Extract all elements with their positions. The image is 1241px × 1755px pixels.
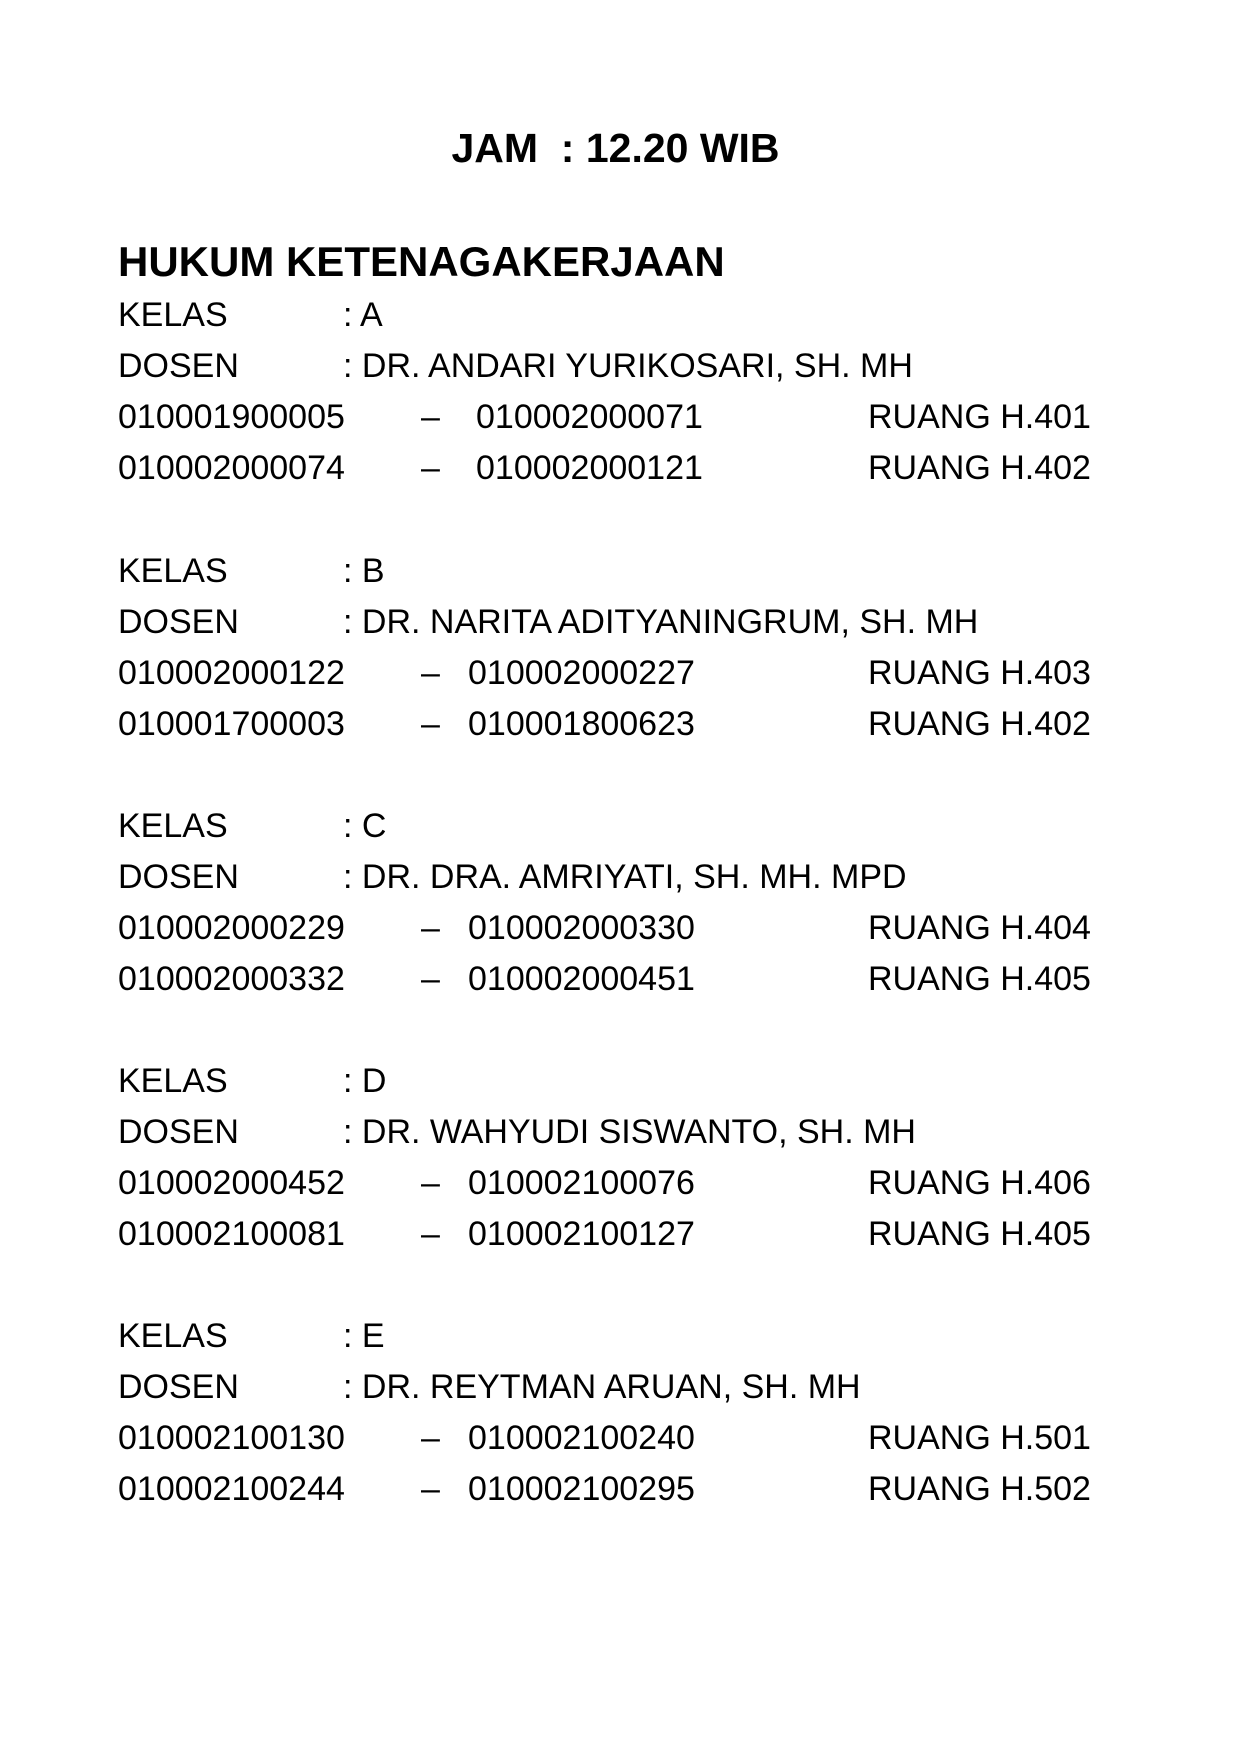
nim-range-start: 010002100130	[118, 1419, 345, 1457]
lecturer-line	[118, 597, 1128, 648]
class-label: KELAS	[118, 807, 228, 845]
room-row	[118, 392, 1128, 443]
nim-range-end: 010002100240	[468, 1419, 695, 1457]
range-dash: –	[421, 654, 440, 692]
range-dash: –	[421, 1470, 440, 1508]
lecturer-line	[118, 852, 1128, 903]
nim-range-start: 010002000122	[118, 654, 345, 692]
lecturer-value: : DR. REYTMAN ARUAN, SH. MH	[343, 1368, 861, 1406]
course-title: HUKUM KETENAGAKERJAAN	[118, 238, 725, 285]
range-dash: –	[421, 1215, 440, 1253]
range-dash: –	[421, 909, 440, 947]
room-row	[118, 1413, 1128, 1464]
room-row	[118, 954, 1128, 1005]
class-label: KELAS	[118, 296, 228, 334]
range-dash: –	[421, 449, 440, 487]
room-row	[118, 903, 1128, 954]
lecturer-line	[118, 1362, 1128, 1413]
nim-range-end: 010002100295	[468, 1470, 695, 1508]
nim-range-end: 010001800623	[468, 705, 695, 743]
room-label: RUANG H.404	[868, 909, 1091, 947]
lecturer-value: : DR. WAHYUDI SISWANTO, SH. MH	[343, 1113, 916, 1151]
range-dash: –	[421, 705, 440, 743]
nim-range-start: 010002000229	[118, 909, 345, 947]
room-label: RUANG H.406	[868, 1164, 1091, 1202]
lecturer-label: DOSEN	[118, 858, 239, 896]
nim-range-start: 010002000332	[118, 960, 345, 998]
lecturer-value: : DR. ANDARI YURIKOSARI, SH. MH	[343, 347, 913, 385]
range-dash: –	[421, 1419, 440, 1457]
room-label: RUANG H.405	[868, 960, 1091, 998]
class-block-a	[118, 290, 1128, 494]
room-label: RUANG H.501	[868, 1419, 1091, 1457]
class-label: KELAS	[118, 1062, 228, 1100]
room-row	[118, 1158, 1128, 1209]
range-dash: –	[421, 1164, 440, 1202]
room-label: RUANG H.405	[868, 1215, 1091, 1253]
class-value: : C	[343, 807, 387, 845]
nim-range-start: 010002100081	[118, 1215, 345, 1253]
nim-range-end: 010002000071	[476, 398, 703, 436]
room-label: RUANG H.502	[868, 1470, 1091, 1508]
room-row	[118, 443, 1128, 494]
class-block-d	[118, 1056, 1128, 1260]
lecturer-value: : DR. NARITA ADITYANINGRUM, SH. MH	[343, 603, 979, 641]
class-value: : A	[343, 296, 383, 334]
room-label: RUANG H.402	[868, 449, 1091, 487]
class-block-b	[118, 546, 1128, 750]
class-line	[118, 801, 1128, 852]
class-line	[118, 290, 1128, 341]
nim-range-end: 010002100127	[468, 1215, 695, 1253]
nim-range-end: 010002000330	[468, 909, 695, 947]
class-value: : D	[343, 1062, 387, 1100]
class-value: : B	[343, 552, 385, 590]
nim-range-start: 010001700003	[118, 705, 345, 743]
nim-range-start: 010001900005	[118, 398, 345, 436]
nim-range-start: 010002000074	[118, 449, 345, 487]
class-value: : E	[343, 1317, 385, 1355]
class-line	[118, 546, 1128, 597]
lecturer-label: DOSEN	[118, 1113, 239, 1151]
lecturer-line	[118, 341, 1128, 392]
lecturer-label: DOSEN	[118, 603, 239, 641]
lecturer-value: : DR. DRA. AMRIYATI, SH. MH. MPD	[343, 858, 907, 896]
lecturer-line	[118, 1107, 1128, 1158]
class-label: KELAS	[118, 1317, 228, 1355]
time-heading: JAM : 12.20 WIB	[451, 125, 780, 171]
lecturer-label: DOSEN	[118, 1368, 239, 1406]
nim-range-start: 010002100244	[118, 1470, 345, 1508]
class-block-c	[118, 801, 1128, 1005]
room-row	[118, 1209, 1128, 1260]
room-row	[118, 648, 1128, 699]
class-line	[118, 1311, 1128, 1362]
room-label: RUANG H.403	[868, 654, 1091, 692]
range-dash: –	[421, 960, 440, 998]
lecturer-label: DOSEN	[118, 347, 239, 385]
room-label: RUANG H.401	[868, 398, 1091, 436]
class-block-e	[118, 1311, 1128, 1515]
room-row	[118, 699, 1128, 750]
room-row	[118, 1464, 1128, 1515]
class-label: KELAS	[118, 552, 228, 590]
nim-range-end: 010002000121	[476, 449, 703, 487]
nim-range-end: 010002000227	[468, 654, 695, 692]
nim-range-end: 010002000451	[468, 960, 695, 998]
range-dash: –	[421, 398, 440, 436]
nim-range-start: 010002000452	[118, 1164, 345, 1202]
class-line	[118, 1056, 1128, 1107]
room-label: RUANG H.402	[868, 705, 1091, 743]
nim-range-end: 010002100076	[468, 1164, 695, 1202]
